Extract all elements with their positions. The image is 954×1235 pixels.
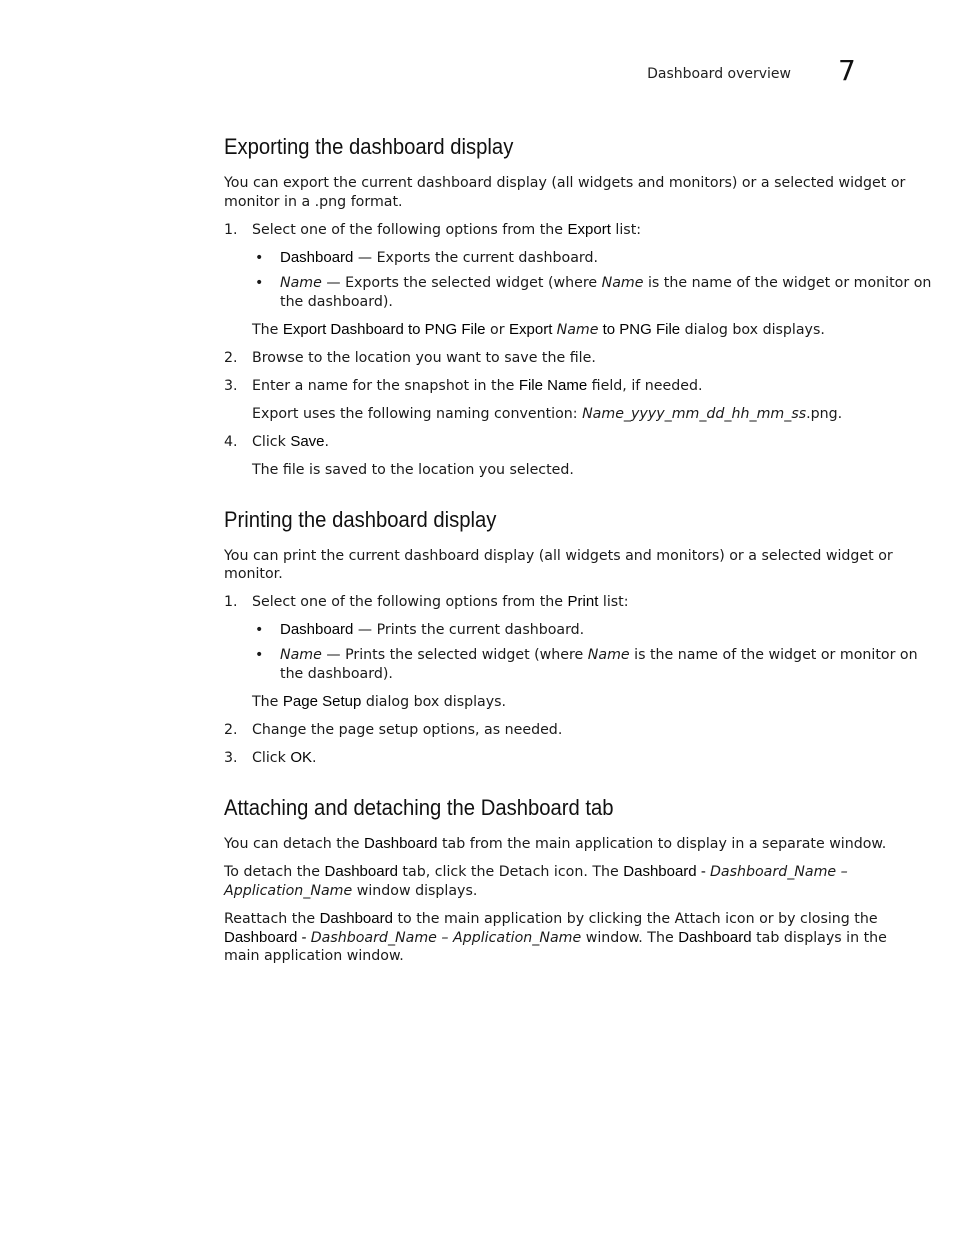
bullet-text: Dashboard — Prints the current dashboard. (280, 621, 585, 638)
export-list-label: Export (567, 221, 611, 238)
bullet-text-line2: the dashboard). (280, 666, 393, 682)
attach-heading: Attaching and detaching the Dashboard tab (224, 795, 614, 820)
bullet-icon: • (255, 622, 264, 638)
step-text: Select one of the following options from the Export list: (252, 221, 642, 238)
attach-paragraph-2-line1: To detach the Dashboard tab, click the Detach icon. The Dashboard - Dashboard_Name – (224, 863, 848, 880)
bullet-icon: • (255, 250, 264, 266)
step-number: 1. (224, 222, 238, 238)
export-saved-note: The file is saved to the location you selected. (252, 462, 574, 478)
naming-convention-note: Export uses the following naming convention: Name_yyyy_mm_dd_hh_mm_ss.png. (252, 406, 843, 422)
bullet-text: Name — Exports the selected widget (where Name is the name of the widget or monitor on (280, 275, 932, 291)
step-text: Click Save. (252, 433, 330, 450)
attach-paragraph-3-line2: Dashboard - Dashboard_Name – Application_Name window. The Dashboard tab displays in the (224, 929, 887, 946)
print-dialog-note: The Page Setup dialog box displays. (252, 693, 507, 710)
step-number: 3. (224, 378, 238, 394)
export-intro-line1: You can export the current dashboard display (all widgets and monitors) or a selected widget or (224, 175, 906, 191)
export-dialog-note: The Export Dashboard to PNG File or Export Name to PNG File dialog box displays. (252, 321, 825, 338)
export-intro-line2: monitor in a .png format. (224, 194, 403, 210)
bullet-text: Name — Prints the selected widget (where Name is the name of the widget or monitor on (280, 647, 918, 663)
step-number: 3. (224, 750, 238, 766)
attach-paragraph-3-line1: Reattach the Dashboard to the main application by clicking the Attach icon or by closing the (224, 910, 878, 927)
step-number: 2. (224, 722, 238, 738)
step-number: 4. (224, 434, 238, 450)
print-list-label: Print (567, 593, 599, 610)
bullet-text: Dashboard — Exports the current dashboard. (280, 249, 598, 266)
step-number: 2. (224, 350, 238, 366)
step-text: Enter a name for the snapshot in the File Name field, if needed. (252, 377, 703, 394)
attach-paragraph-1: You can detach the Dashboard tab from the main application to display in a separate window. (224, 835, 887, 852)
step-text: Select one of the following options from the Print list: (252, 593, 629, 610)
running-header-title: Dashboard overview (647, 66, 791, 82)
bullet-text-line2: the dashboard). (280, 294, 393, 310)
step-text: Click OK. (252, 749, 317, 766)
bullet-icon: • (255, 647, 264, 663)
print-heading: Printing the dashboard display (224, 507, 497, 532)
export-heading: Exporting the dashboard display (224, 134, 514, 159)
chapter-number: 7 (838, 54, 856, 87)
print-intro-line2: monitor. (224, 566, 283, 582)
attach-paragraph-3-line3: main application window. (224, 948, 404, 964)
bullet-icon: • (255, 275, 264, 291)
step-number: 1. (224, 594, 238, 610)
print-intro-line1: You can print the current dashboard display (all widgets and monitors) or a selected widget or (224, 548, 893, 564)
step-text: Browse to the location you want to save the file. (252, 350, 596, 366)
step-text: Change the page setup options, as needed. (252, 722, 563, 738)
attach-paragraph-2-line2: Application_Name window displays. (224, 883, 478, 899)
